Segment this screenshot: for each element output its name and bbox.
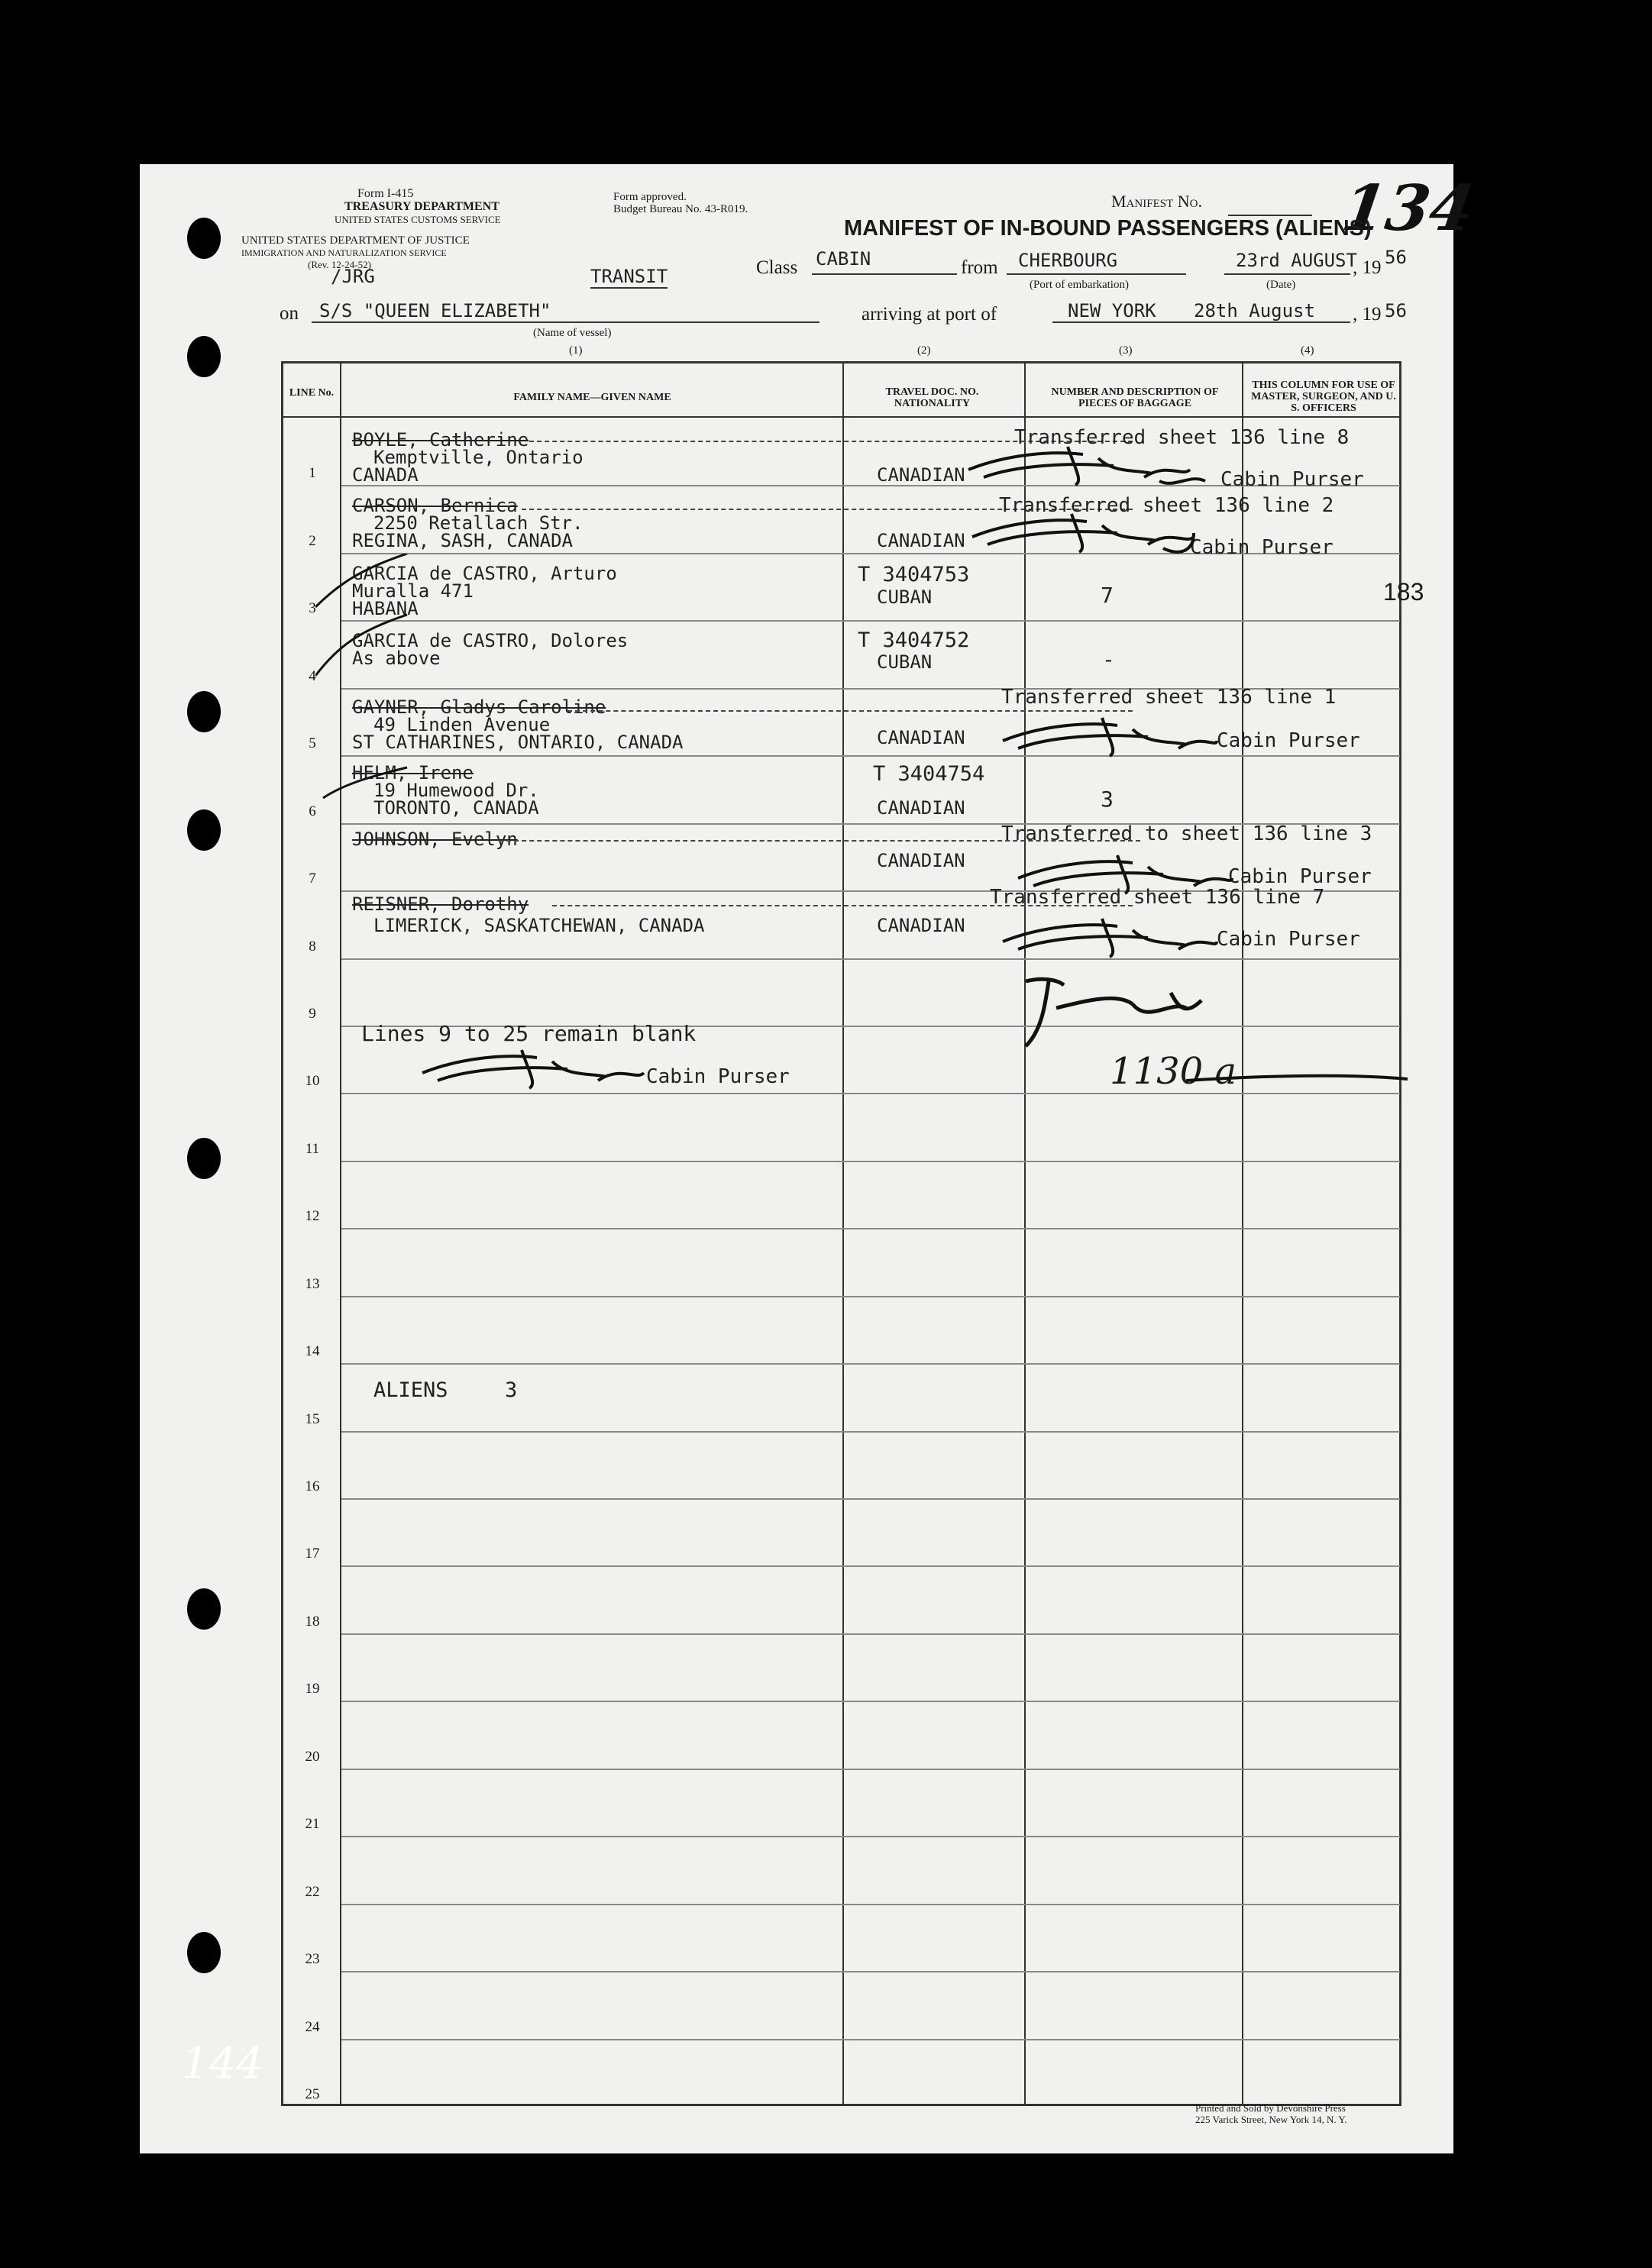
header-divider <box>281 416 1401 418</box>
arriving-port: NEW YORK <box>1068 300 1156 321</box>
col-divider <box>1024 361 1026 2106</box>
approval-note: Form approved. <box>613 191 687 203</box>
entry-city: REGINA, SASH, CANADA <box>352 530 573 551</box>
row-line <box>341 1228 1400 1229</box>
entry-name: BOYLE, Catherine <box>352 429 529 451</box>
baggage-count: - <box>1102 647 1115 672</box>
purser-signature <box>1010 848 1240 901</box>
vessel-name: S/S "QUEEN ELIZABETH" <box>319 300 551 321</box>
entry-city: ST CATHARINES, ONTARIO, CANADA <box>352 732 684 753</box>
line-number: 6 <box>309 803 316 819</box>
punch-hole <box>187 1588 221 1630</box>
col-header-name: FAMILY NAME—GIVEN NAME <box>513 392 671 403</box>
row-line <box>341 2039 1400 2040</box>
line-number: 8 <box>309 938 316 955</box>
vessel-line <box>312 321 820 323</box>
time-underline <box>1186 1065 1415 1088</box>
on-label: on <box>280 303 299 324</box>
blank-lines-note: Lines 9 to 25 remain blank <box>361 1021 697 1046</box>
line-number: 15 <box>305 1410 320 1427</box>
class-value: CABIN <box>816 248 871 270</box>
row-line <box>341 1904 1400 1905</box>
entry-address: LIMERICK, SASKATCHEWAN, CANADA <box>373 915 705 936</box>
travel-doc: T 3404752 <box>858 628 970 652</box>
col1-number: (1) <box>569 344 583 357</box>
purser-title: Cabin Purser <box>1217 729 1360 752</box>
travel-doc: T 3404753 <box>858 563 970 586</box>
class-line <box>812 273 957 275</box>
entry-address: Kemptville, Ontario <box>373 447 584 468</box>
baggage-count: 3 <box>1101 787 1114 812</box>
entry-city: TORONTO, CANADA <box>373 797 539 819</box>
line-number: 24 <box>305 2018 320 2035</box>
entry-name: GARCIA de CASTRO, Arturo <box>352 563 617 584</box>
baggage-count: 7 <box>1101 583 1114 608</box>
entry-nationality: CUBAN <box>877 651 933 673</box>
row-line <box>341 1161 1400 1162</box>
entry-nationality: CANADIAN <box>877 464 965 486</box>
manifest-page <box>140 164 1479 2153</box>
punch-hole <box>187 809 221 851</box>
handwritten-time: 1130 a <box>1110 1050 1237 1093</box>
arrival-year-prefix: , 19 <box>1353 304 1382 325</box>
margin-number: 144 <box>182 2039 263 2089</box>
line-number: 18 <box>305 1613 320 1630</box>
row-line <box>341 755 1400 757</box>
punch-hole <box>187 1932 221 1973</box>
line-number: 1 <box>309 465 316 482</box>
col-divider <box>1242 361 1243 2106</box>
class-label: Class <box>756 257 798 278</box>
entry-address: As above <box>352 648 441 669</box>
row-line <box>341 1836 1400 1837</box>
manifest-number: 134 <box>1337 172 1479 245</box>
row-line <box>341 1363 1400 1365</box>
dept-ins: IMMIGRATION AND NATURALIZATION SERVICE <box>241 247 447 258</box>
transfer-note: Transferred sheet 136 line 8 <box>1014 426 1350 449</box>
date-caption: (Date) <box>1266 279 1296 291</box>
printer-credit: Printed and Sold by Devonshire Press <box>1195 2102 1346 2114</box>
transfer-note: Transferred sheet 136 line 1 <box>1001 686 1337 709</box>
travel-doc: T 3404754 <box>873 762 985 786</box>
line-number: 3 <box>309 600 316 617</box>
entry-address: Muralla 471 <box>352 580 474 602</box>
entry-name: CARSON, Bernica <box>352 495 518 516</box>
line-number: 11 <box>305 1140 320 1157</box>
purser-signature <box>415 1042 651 1096</box>
arriving-label: arriving at port of <box>862 304 997 325</box>
manifest-table <box>281 361 1401 2106</box>
line-number: 10 <box>305 1073 320 1090</box>
entry-name: HELM, Irene <box>352 762 474 783</box>
col-header-line: LINE No. <box>289 387 335 399</box>
check-marks <box>315 554 415 821</box>
purser-title: Cabin Purser <box>1217 928 1360 951</box>
form-revision: (Rev. 12-24-52) <box>308 259 371 270</box>
initials: /JRG <box>331 266 375 287</box>
entry-city: HABANA <box>352 598 419 619</box>
vessel-caption: (Name of vessel) <box>533 327 612 339</box>
purser-signature <box>995 911 1224 964</box>
col-header-baggage: NUMBER AND DESCRIPTION OF PIECES OF BAGGAGE <box>1051 386 1219 409</box>
from-line <box>1007 273 1186 275</box>
arrival-date: 28th August <box>1194 300 1315 321</box>
punch-hole <box>187 336 221 377</box>
line-number: 14 <box>305 1343 320 1360</box>
line-number: 22 <box>305 1883 320 1900</box>
purser-signature <box>961 439 1220 493</box>
line-number: 21 <box>305 1816 320 1833</box>
entry-nationality: CANADIAN <box>877 850 965 871</box>
arrival-line <box>1052 321 1350 323</box>
officer-signature <box>980 970 1224 1054</box>
purser-signature <box>965 506 1209 560</box>
line-number: 9 <box>309 1005 316 1022</box>
transit-value: TRANSIT <box>590 266 668 287</box>
row-line <box>341 620 1400 622</box>
purser-title: Cabin Purser <box>1228 865 1372 888</box>
transfer-note: Transferred sheet 136 line 7 <box>990 886 1325 909</box>
dept-customs: UNITED STATES CUSTOMS SERVICE <box>335 214 501 225</box>
date-line <box>1224 273 1350 275</box>
entry-nationality: CANADIAN <box>877 797 965 819</box>
entry-address: 49 Linden Avenue <box>373 714 551 735</box>
row-line <box>341 1701 1400 1702</box>
entry-address: 19 Humewood Dr. <box>373 780 539 801</box>
manifest-label: Manifest No. <box>1111 192 1202 211</box>
transfer-note: Transferred to sheet 136 line 3 <box>1001 822 1372 845</box>
entry-name: JOHNSON, Evelyn <box>352 829 518 850</box>
purser-signature <box>995 710 1224 764</box>
punch-hole <box>187 1138 221 1179</box>
line-number: 20 <box>305 1748 320 1765</box>
entry-name: GAYNER, Gladys Caroline <box>352 696 606 718</box>
page-title: MANIFEST OF IN-BOUND PASSENGERS (ALIENS) <box>844 216 1372 241</box>
row-line <box>341 1565 1400 1567</box>
line-number: 12 <box>305 1208 320 1225</box>
entry-address: 2250 Retallach Str. <box>373 512 584 534</box>
line-number: 19 <box>305 1681 320 1698</box>
row-line <box>341 1498 1400 1500</box>
entry-nationality: CANADIAN <box>877 530 965 551</box>
row-line <box>341 1769 1400 1770</box>
aliens-label: ALIENS <box>373 1378 448 1402</box>
line-number: 13 <box>305 1275 320 1292</box>
row-line <box>341 1633 1400 1635</box>
arrival-year: 56 <box>1385 300 1407 321</box>
row-line <box>341 1431 1400 1433</box>
form-number: Form I-415 <box>357 187 414 200</box>
col-header-travel: TRAVEL DOC. NO. NATIONALITY <box>885 386 979 409</box>
printer-address: 225 Varick Street, New York 14, N. Y. <box>1195 2114 1347 2125</box>
year-prefix: , 19 <box>1353 257 1382 278</box>
purser-title: Cabin Purser <box>1190 536 1334 559</box>
line-number: 23 <box>305 1951 320 1968</box>
row-line <box>341 958 1400 960</box>
transfer-note: Transferred sheet 136 line 2 <box>999 494 1334 517</box>
entry-name: REISNER, Dorothy <box>352 893 529 915</box>
year-value: 56 <box>1385 247 1407 268</box>
date-value: 23rd AUGUST <box>1236 250 1357 271</box>
line-number: 5 <box>309 735 316 752</box>
from-value: CHERBOURG <box>1018 250 1118 271</box>
punch-hole <box>187 218 221 259</box>
entry-nationality: CANADIAN <box>877 727 965 748</box>
col-divider <box>842 361 844 2106</box>
line-number: 25 <box>305 2086 320 2102</box>
col2-number: (2) <box>917 344 931 357</box>
dept-treasury: TREASURY DEPARTMENT <box>344 200 499 213</box>
line-number: 2 <box>309 532 316 549</box>
from-caption: (Port of embarkation) <box>1030 279 1129 291</box>
purser-title: Cabin Purser <box>1220 468 1364 491</box>
entry-nationality: CANADIAN <box>877 915 965 936</box>
line-number: 17 <box>305 1546 320 1562</box>
aliens-count: 3 <box>505 1378 518 1402</box>
col3-number: (3) <box>1119 344 1133 357</box>
punch-hole <box>187 691 221 732</box>
entry-nationality: CUBAN <box>877 586 933 608</box>
line-number: 4 <box>309 667 316 684</box>
from-label: from <box>961 257 998 278</box>
entry-name: GARCIA de CASTRO, Dolores <box>352 630 629 651</box>
col4-number: (4) <box>1301 344 1314 357</box>
entry-country: CANADA <box>352 464 419 486</box>
row-line <box>341 1971 1400 1972</box>
dept-justice: UNITED STATES DEPARTMENT OF JUSTICE <box>241 234 470 247</box>
officer-number: 183 <box>1383 578 1424 606</box>
line-number: 16 <box>305 1478 320 1495</box>
line-number: 7 <box>309 871 316 887</box>
purser-title: Cabin Purser <box>646 1065 790 1088</box>
row-line <box>341 1296 1400 1297</box>
budget-bureau: Budget Bureau No. 43-R019. <box>613 203 748 215</box>
col-header-officers: THIS COLUMN FOR USE OF MASTER, SURGEON, AND U. S. OFFICERS <box>1251 380 1396 414</box>
